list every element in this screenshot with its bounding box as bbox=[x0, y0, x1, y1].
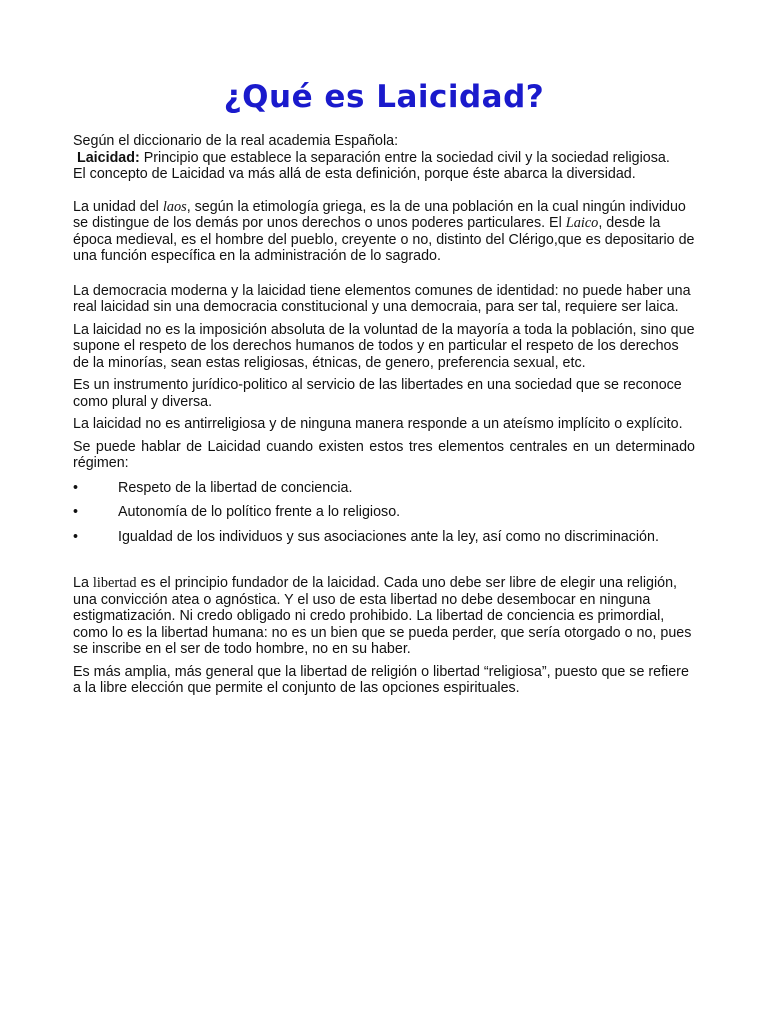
bullet-text: Respeto de la libertad de conciencia. bbox=[118, 479, 353, 496]
intro-line: Según el diccionario de la real academia Española: bbox=[73, 133, 399, 149]
libertad-paragraph bbox=[73, 575, 695, 658]
laos-word: laos bbox=[162, 198, 187, 215]
definition-term: Laicidad: bbox=[76, 149, 140, 166]
libertad-word: libertad bbox=[92, 575, 137, 591]
bullet-marker: • bbox=[73, 504, 79, 520]
antirreligiosa-paragraph: La laicidad no es antirreligiosa y de ninguna manera responde a un ateísmo implícito o explícito. bbox=[73, 416, 683, 432]
democracia-paragraph: La democracia moderna y la laicidad tiene elementos comunes de identidad: no puede haber una real laicidad sin una democracia constitucional y una democraia, para ser tal, requiere ser laica. bbox=[73, 282, 691, 315]
imposicion-paragraph: La laicidad no es la imposición absoluta de la voluntad de la mayoría a toda la población, sino que supone el respeto de los derechos humanos de todos y en particular el respeto de los derechos de la minorías, sean estas religiosas, étnicas, de genero, preferencia sexual, etc. bbox=[73, 321, 695, 371]
list-item bbox=[73, 480, 695, 497]
laos-paragraph bbox=[73, 199, 695, 265]
spacer bbox=[73, 183, 695, 199]
list-item bbox=[73, 529, 695, 546]
elementos-paragraph: Se puede hablar de Laicidad cuando existen estos tres elementos centrales en un determinado régimen: bbox=[73, 438, 695, 471]
document-page bbox=[73, 78, 695, 697]
concept-line: El concepto de Laicidad va más allá de esta definición, porque éste abarca la diversidad. bbox=[73, 166, 636, 182]
text-run: , según la etimología griega, es la de una población en la cual ningún individuo se distingue de los demás por unos derechos o unos poderes particulares. El bbox=[73, 198, 686, 231]
text-run: es el principio fundador de la laicidad. Cada uno debe ser libre de elegir una religión, una convicción atea o agnóstica. Y el uso de esta libertad no debe desembocar en ninguna estigmatización. Ni credo obligado ni credo prohibido. La libertad de conciencia es primordial, como lo es la libertad humana: no es un bien que se pueda perder, que sería otorgado o no, pues se inscribe en el ser de todo hombre, no en su haber. bbox=[73, 575, 692, 657]
definition bbox=[73, 150, 695, 167]
page-title: ¿Qué es Laicidad? bbox=[223, 79, 545, 115]
amplia-paragraph: Es más amplia, más general que la libertad de religión o libertad “religiosa”, puesto que se refiere a la libre elección que permite el conjunto de las opciones espirituales. bbox=[73, 663, 689, 696]
bullet-text: Igualdad de los individuos y sus asociaciones ante la ley, así como no discriminación. bbox=[118, 528, 659, 545]
laico-word: Laico bbox=[565, 215, 599, 231]
bullet-text: Autonomía de lo político frente a lo religioso. bbox=[118, 504, 401, 520]
definition-text: Principio que establece la separación entre la sociedad civil y la sociedad religiosa. bbox=[139, 149, 670, 166]
text-run: La unidad del bbox=[73, 198, 163, 215]
text-run: , desde la época medieval, es el hombre del pueblo, creyente o no, distinto del Clérigo,que es depositario de una función específica en la administración de lo sagrado. bbox=[73, 215, 695, 264]
bullet-marker: • bbox=[73, 528, 79, 545]
bullet-marker: • bbox=[73, 479, 79, 496]
list-item bbox=[73, 504, 695, 521]
text-run: La bbox=[73, 575, 93, 591]
instrumento-paragraph: Es un instrumento jurídico-politico al servicio de las libertades en una sociedad que se reconoce como plural y diversa. bbox=[73, 377, 682, 410]
